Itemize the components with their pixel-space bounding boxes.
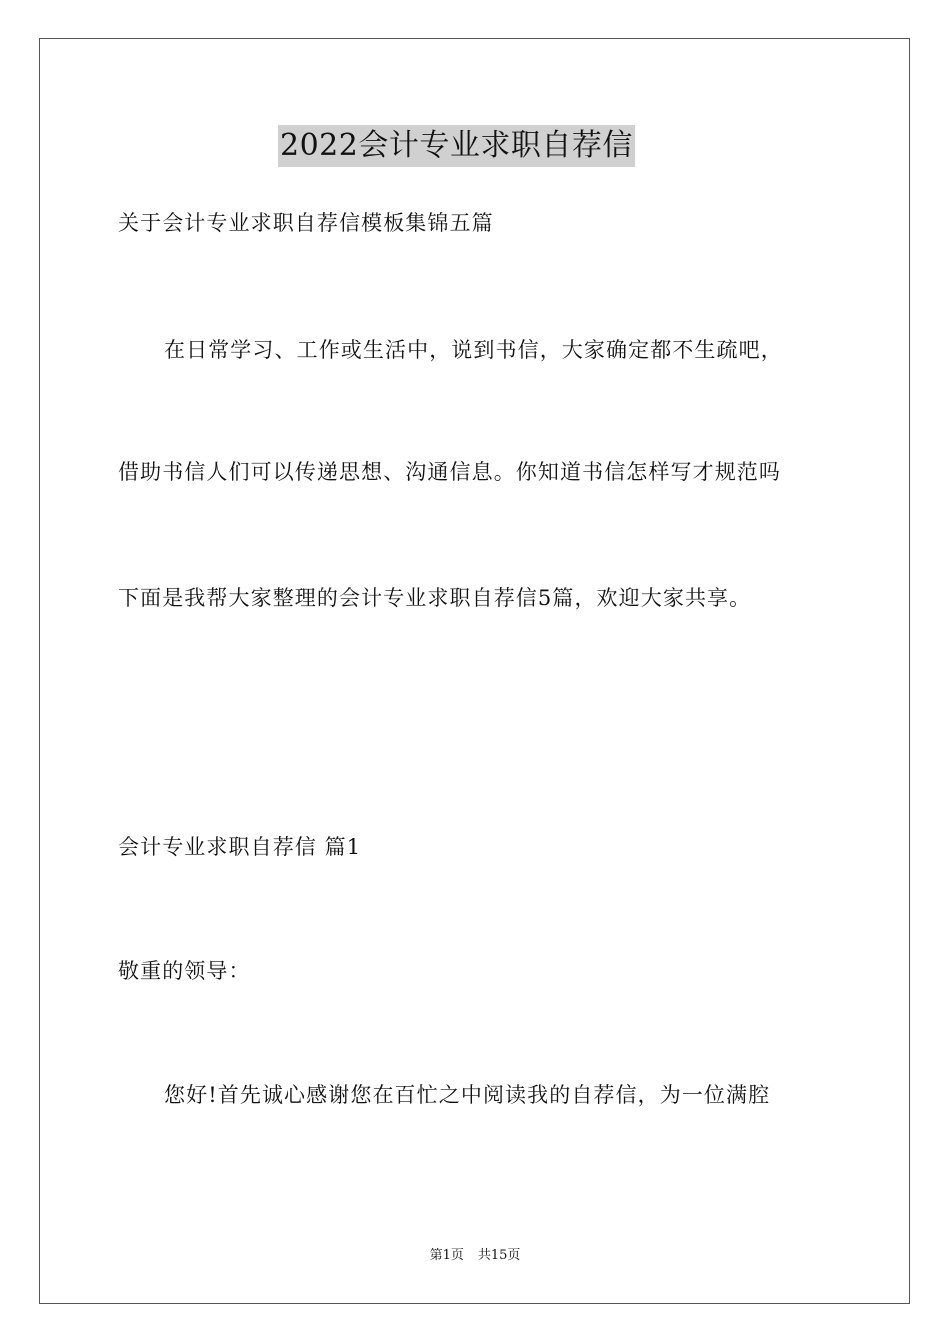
letter-body-line: 您好!首先诚心感谢您在百忙之中阅读我的自荐信，为一位满腔 bbox=[164, 1083, 771, 1107]
document-subtitle: 关于会计专业求职自荐信模板集锦五篇 bbox=[118, 211, 494, 235]
page-footer bbox=[0, 1247, 950, 1265]
section-heading: 会计专业求职自荐信 篇1 bbox=[118, 835, 362, 859]
page-total: 共15页 bbox=[477, 1248, 521, 1263]
document-title: 2022会计专业求职自荐信 bbox=[278, 125, 635, 167]
intro-paragraph-line-2: 借助书信人们可以传递思想、沟通信息。你知道书信怎样写才规范吗 bbox=[118, 460, 781, 484]
intro-paragraph-line-1: 在日常学习、工作或生活中，说到书信，大家确定都不生疏吧， bbox=[164, 338, 783, 362]
salutation: 敬重的领导： bbox=[118, 959, 251, 983]
page-number: 第1页 bbox=[429, 1248, 464, 1263]
intro-paragraph-line-3: 下面是我帮大家整理的会计专业求职自荐信5篇，欢迎大家共享。 bbox=[118, 586, 752, 610]
